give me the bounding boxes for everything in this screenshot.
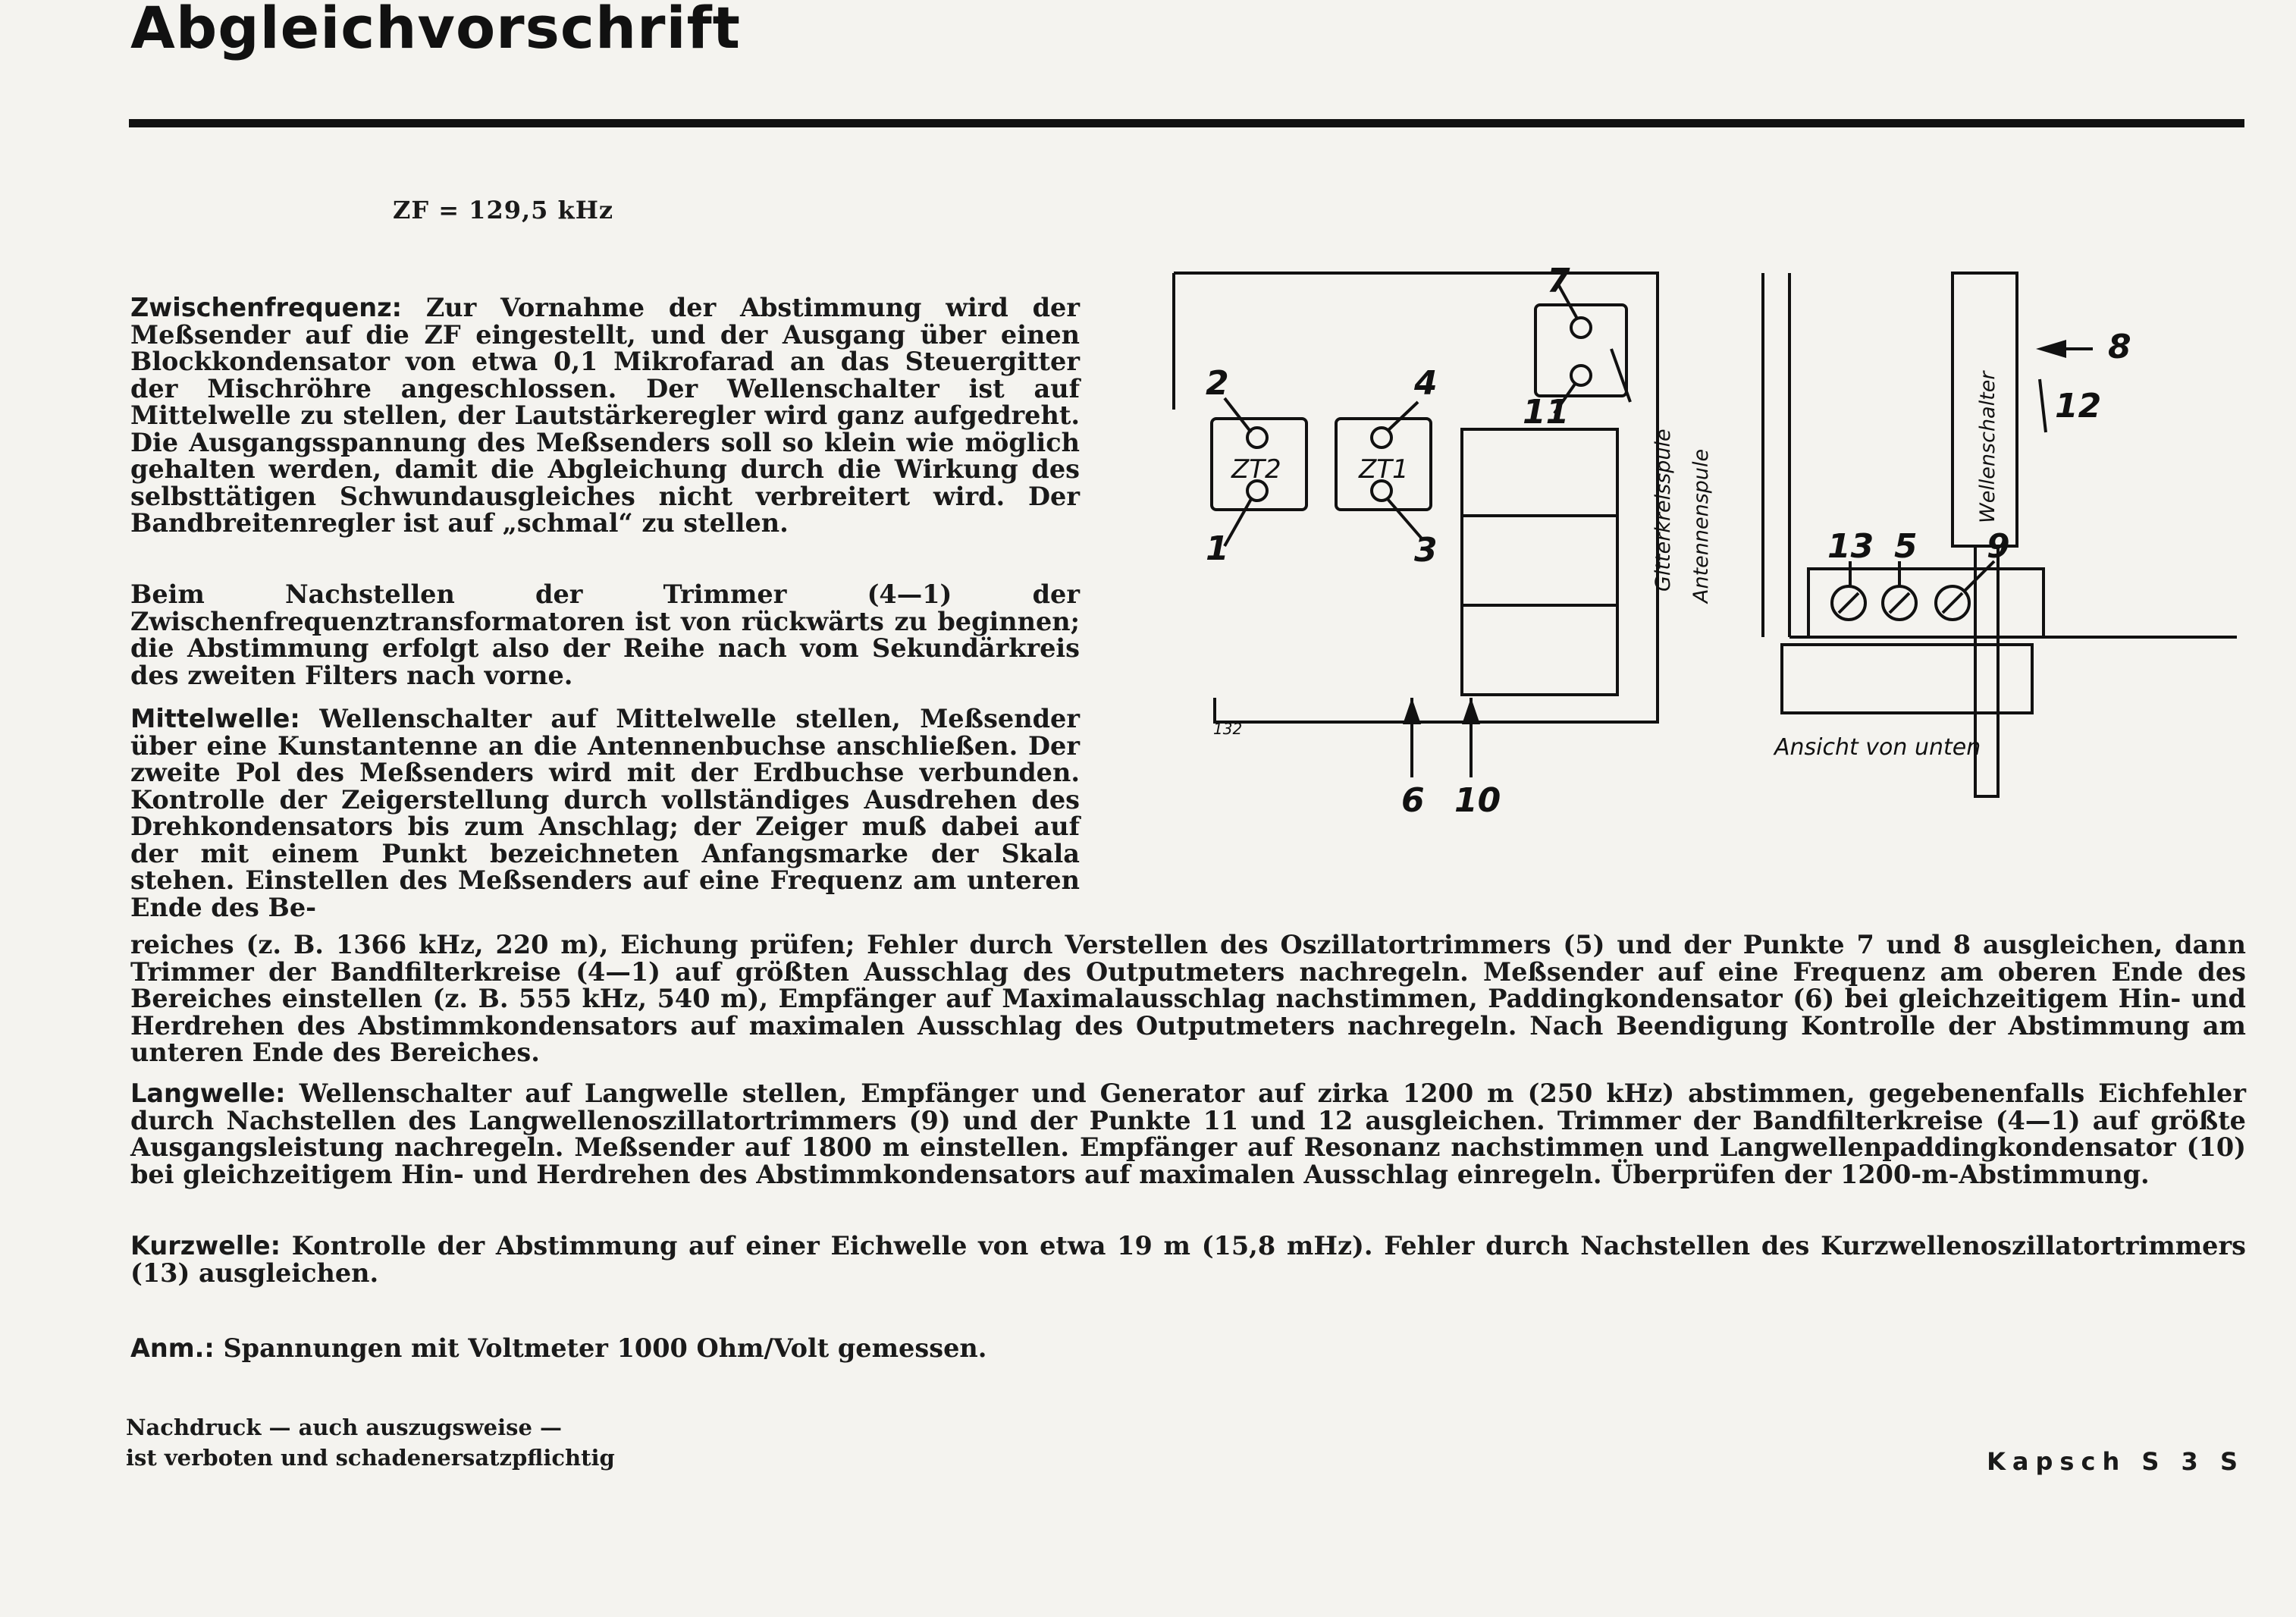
chassis-outline	[1174, 273, 1658, 722]
label-1: 1	[1206, 529, 1229, 568]
reprint-line-2: ist verboten und schadenersatzpflichtig	[126, 1445, 615, 1471]
langwelle-heading: Langwelle:	[130, 1079, 286, 1108]
trimmer-11	[1571, 366, 1591, 385]
label-4: 4	[1414, 364, 1438, 403]
arrow-6-head	[1403, 698, 1421, 724]
antennenspule-label: Antennenspule	[1689, 448, 1713, 603]
label-12: 12	[2055, 387, 2102, 425]
reprint-line-1: Nachdruck — auch auszugsweise —	[126, 1414, 563, 1440]
part-number: 132	[1213, 720, 1243, 738]
zt2-label: ZT2	[1231, 454, 1281, 485]
label-11: 11	[1523, 393, 1570, 432]
alignment-diagram	[1160, 258, 2267, 834]
label-6: 6	[1401, 781, 1425, 820]
kurzwelle-heading: Kurzwelle:	[130, 1231, 281, 1261]
zt1-label: ZT1	[1359, 454, 1409, 485]
zwischenfrequenz-heading: Zwischenfrequenz:	[130, 293, 403, 322]
label-13: 13	[1827, 527, 1874, 566]
label-10: 10	[1454, 781, 1501, 820]
page-title: Abgleichvorschrift	[130, 0, 741, 61]
gitterkreisspule-label: Gitterkreisspule	[1651, 429, 1675, 592]
arrow-8-head	[2036, 340, 2066, 358]
langwelle-paragraph	[130, 1080, 2246, 1188]
anmerkung-paragraph	[130, 1335, 1268, 1362]
trimmer-paragraph: Beim Nachstellen der Trimmer (4—1) der Zwischenfrequenztransformatoren ist von rückwärts zu beginnen; die Abstimmung erfolgt also der Reihe nach vom Sekundärkreis des zweiten Filters nach vorne.	[130, 579, 1080, 690]
label-8: 8	[2108, 328, 2131, 366]
label-3: 3	[1414, 531, 1438, 570]
lower-frame	[1782, 645, 2032, 713]
mittelwelle-continuation: reiches (z. B. 1366 kHz, 220 m), Eichung prüfen; Fehler durch Verstellen des Oszillatortrimmers (5) und der Punkte 7 und 8 ausgleichen, dann Trimmer der Bandfilterkreise (4—1) auf größten Ausschlag des Outputmeters nachregeln. Meßsender auf eine Frequenz am oberen Ende des Bereiches einstellen (z. B. 555 kHz, 540 m), Empfänger auf Maximalausschlag nachstimmen, Paddingkondensator (6) bei gleichzeitigem Hin- und Herdrehen des Abstimmkondensators auf maximalen Ausschlag des Outputmeters nachregeln. Nach Beendigung Kontrolle der Abstimmung am unteren Ende des Bereiches.	[130, 930, 2246, 1067]
zwischenfrequenz-paragraph	[130, 294, 1080, 537]
langwelle-text: Wellenschalter auf Langwelle stellen, Empfänger und Generator auf zirka 1200 m (250 kHz) abstimmen, gegebenenfalls Eichfehler durch Nachstellen des Langwellenoszillatortrimmers (9) und der Punkte 11 und 12 ausgleichen. Trimmer der Bandfilterkreise (4—1) auf größte Ausgangsleistung nachregeln. Meßsender auf 1800 m einstellen. Empfänger auf Resonanz nachstimmen und Langwellenpaddingkondensator (10) bei gleichzeitigem Hin- und Herdrehen des Abstimmkondensators auf maximalen Ausschlag einregeln. Überprüfen der 1200-m-Abstimmung.	[130, 1079, 2246, 1189]
wellenschalter-label: Wellenschalter	[1976, 371, 2000, 523]
label-7: 7	[1547, 262, 1570, 300]
zf-line: ZF = 129,5 kHz	[393, 196, 614, 224]
ansicht-label: Ansicht von unten	[1774, 734, 1981, 761]
trimmer-strip	[1808, 569, 2044, 637]
label-2: 2	[1206, 364, 1229, 403]
mittelwelle-paragraph	[130, 705, 1080, 921]
zwischenfrequenz-text: Zur Vornahme der Abstimmung wird der Meßsender auf die ZF eingestellt, und der Ausgang über einen Blockkondensator von etwa 0,1 Mikrofarad an das Steuergitter der Mischröhre angeschlossen. Der Wellenschalter ist auf Mittelwelle zu stellen, der Lautstärkeregler wird ganz aufgedreht. Die Ausgangsspannung des Meßsenders soll so klein wie möglich gehalten werden, damit die Abgleichung durch die Wirkung des selbsttätigen Schwundausgleiches nicht verbreitert wird. Der Bandbreitenregler ist auf „schmal“ zu stellen.	[130, 293, 1080, 538]
brand-model: Kapsch S 3 S	[1987, 1447, 2244, 1476]
arrow-10-head	[1462, 698, 1480, 724]
kurzwelle-paragraph	[130, 1232, 2246, 1286]
anmerkung-heading: Anm.:	[130, 1333, 215, 1363]
mittelwelle-text: Wellenschalter auf Mittelwelle stellen, Meßsender über eine Kunstantenne an die Antennenbuchse anschließen. Der zweite Pol des Meßsenders wird mit der Erdbuchse verbunden. Kontrolle der Zeigerstellung durch vollständiges Ausdrehen des Drehkondensators bis zum Anschlag; der Zeiger muß dabei auf der mit einem Punkt bezeichneten Anfangsmarke der Skala stehen. Einstellen des Meßsenders auf eine Frequenz am unteren Ende des Be-	[130, 704, 1080, 922]
title-rule	[129, 119, 2244, 127]
reprint-notice	[126, 1412, 615, 1473]
label-9: 9	[1987, 527, 2010, 566]
tuning-capacitor	[1462, 429, 1617, 695]
anmerkung-text: Spannungen mit Voltmeter 1000 Ohm/Volt gemessen.	[223, 1333, 987, 1363]
label-5: 5	[1894, 527, 1918, 566]
trimmer-7	[1571, 318, 1591, 338]
mittelwelle-heading: Mittelwelle:	[130, 704, 300, 733]
kurzwelle-text: Kontrolle der Abstimmung auf einer Eichwelle von etwa 19 m (15,8 mHz). Fehler durch Nachstellen des Kurzwellenoszillatortrimmers (13) ausgleichen.	[130, 1231, 2246, 1288]
